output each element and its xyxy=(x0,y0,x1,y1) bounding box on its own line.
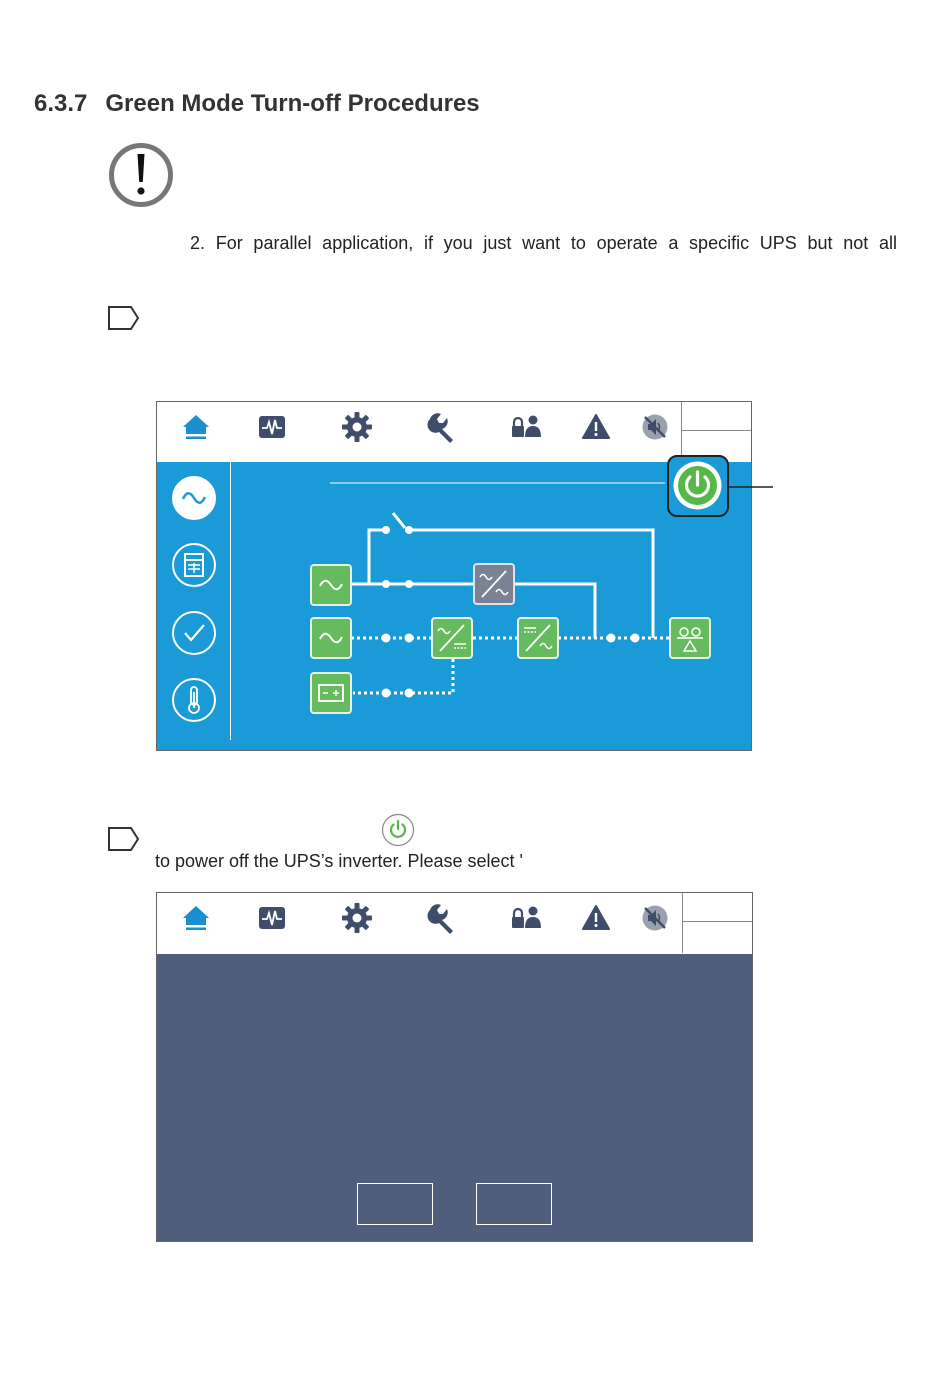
ups-flow-diagram xyxy=(157,462,750,749)
settings-icon[interactable] xyxy=(340,901,374,935)
main-power-path xyxy=(351,638,669,693)
bypass-input-icon xyxy=(311,565,351,605)
parallel-note-text: 2. For parallel application, if you just want to operate a specific UPS but not all xyxy=(190,233,897,253)
measurement-icon[interactable] xyxy=(255,410,289,444)
dialog-button-right[interactable] xyxy=(476,1183,552,1225)
toolbar-status-area xyxy=(681,402,751,462)
lock-user-icon[interactable] xyxy=(509,901,543,935)
inline-power-icon xyxy=(381,813,415,847)
power-button[interactable] xyxy=(667,455,729,517)
rectifier-icon xyxy=(432,618,472,658)
ups-home-screen xyxy=(156,401,752,751)
mute-icon[interactable] xyxy=(638,410,672,444)
maintenance-icon[interactable] xyxy=(425,901,459,935)
callout-line xyxy=(728,485,774,489)
confirm-dialog xyxy=(157,954,752,1241)
flow-screen xyxy=(157,462,751,750)
top-menu-bar xyxy=(157,893,752,953)
battery-icon xyxy=(311,673,351,713)
warning-icon[interactable] xyxy=(579,901,613,935)
static-switch-icon xyxy=(474,564,514,604)
main-input-icon xyxy=(311,618,351,658)
home-icon[interactable] xyxy=(179,410,213,444)
top-menu-bar xyxy=(157,402,751,462)
ups-confirm-screen xyxy=(156,892,753,1242)
section-number: 6.3.7 xyxy=(34,90,88,117)
exclamation-circle-icon xyxy=(108,142,174,208)
inverter-icon xyxy=(518,618,558,658)
section-title: Green Mode Turn-off Procedures xyxy=(105,90,480,117)
measurement-icon[interactable] xyxy=(255,901,289,935)
home-icon[interactable] xyxy=(179,901,213,935)
step-tag-icon xyxy=(107,305,141,331)
power-off-instruction: to power off the UPS’s inverter. Please select ' xyxy=(155,851,523,871)
mute-icon[interactable] xyxy=(638,901,672,935)
output-load-icon xyxy=(670,618,710,658)
section-heading xyxy=(34,90,480,118)
toolbar-status-area xyxy=(682,893,752,953)
power-icon xyxy=(669,457,726,514)
warning-icon[interactable] xyxy=(579,410,613,444)
settings-icon[interactable] xyxy=(340,410,374,444)
step-tag-icon xyxy=(107,826,141,852)
lock-user-icon[interactable] xyxy=(509,410,543,444)
maintenance-icon[interactable] xyxy=(425,410,459,444)
dialog-button-left[interactable] xyxy=(357,1183,433,1225)
